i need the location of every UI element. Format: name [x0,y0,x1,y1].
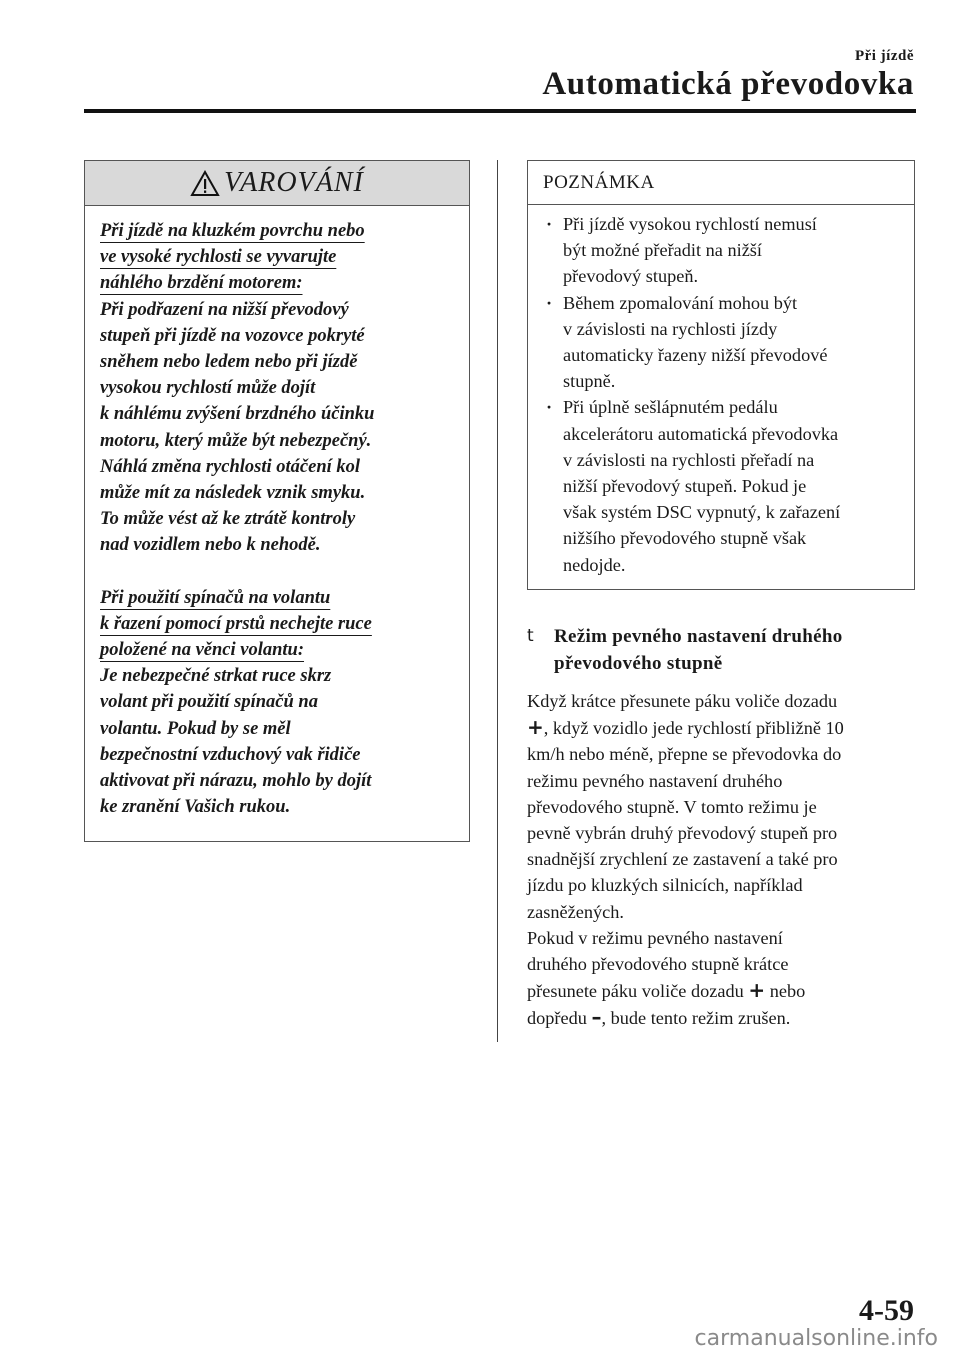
warning-heading-2 [100,585,453,664]
text-line: bezpečnostní vzduchový vak řidiče [100,744,361,765]
text-line: Při úplně sešlápnutém pedálu [563,397,778,418]
warning-header [85,161,469,206]
warning-body [85,206,469,820]
text-line: převodový stupeň. [563,266,699,287]
text-line: ve vysoké rychlosti se vyvarujte [100,247,337,268]
text-line: nad vozidlem nebo k nehodě. [100,535,321,556]
text-line: volant při použití spínačů na [100,692,318,713]
text-line: režimu pevného nastavení druhého [527,770,783,791]
text-line: Při jízdě vysokou rychlostí nemusí [563,214,817,234]
text-line: druhého převodového stupně krátce [527,954,789,975]
warning-text-1 [100,297,453,559]
text-line: Během zpomalování mohou být [563,292,798,313]
text-line: může mít za následek vznik smyku. [100,483,366,504]
text-line: Při podřazení na nižší převodový [100,299,349,320]
text-line: nedojde. [563,554,626,575]
watermark: carmanualsonline.info [694,1326,938,1351]
running-header-section: Při jízdě [854,48,914,64]
text-line: jízdu po kluzkých silnicích, například [527,875,803,896]
text-line: převodového stupně [554,653,723,674]
note-item [544,290,904,395]
text-line: zasněžených. [527,901,624,922]
text-line: pevně vybrán druhý převodový stupeň pro [527,823,838,844]
note-header: POZNÁMKA [528,161,914,205]
text-line: km/h nebo méně, přepne se převodovka do [527,744,842,765]
text-line: To může vést až ke ztrátě kontroly [100,509,356,530]
text-line: převodového stupně. V tomto režimu je [527,796,817,817]
text-line: dopředu [527,1008,587,1029]
text-line: však systém DSC vypnutý, k zařazení [563,502,841,523]
header-rule [84,109,916,113]
page-number: 4-59 [859,1294,914,1327]
column-divider [497,160,498,1042]
text-line: Při použití spínačů na volantu [100,587,331,608]
text-line: v závislosti na rychlosti přeřadí na [563,449,815,470]
text-line: Pokud v režimu pevného nastavení [527,927,783,948]
text-line: nižšího převodového stupně však [563,528,807,549]
text-line: náhlého brzdění motorem: [100,273,303,294]
warning-box [84,160,470,842]
running-header-title: Automatická převodovka [542,66,914,102]
plus-symbol: + [748,978,766,1003]
text-line: automaticky řazeny nižší převodové [563,345,828,366]
text-line: volantu. Pokud by se měl [100,718,291,739]
text-line: stupně. [563,371,616,392]
note-item [544,394,904,577]
text-line: aktivovat při nárazu, mohlo by dojít [100,771,372,792]
text-line: Režim pevného nastavení druhého [554,626,843,647]
text-line: , bude tento režim zrušen. [601,1008,791,1029]
text-line: nebo [769,981,806,1002]
paragraph-1 [527,688,927,925]
text-line: sněhem nebo ledem nebo při jízdě [100,352,358,373]
text-line: k náhlému zvýšení brzdného účinku [100,404,375,425]
text-line: v závislosti na rychlosti jízdy [563,318,778,339]
note-box [527,160,915,590]
warning-heading-1 [100,218,453,297]
text-line: položené na věnci volantu: [100,640,305,661]
text-line: , když vozidlo jede rychlostí přibližně 10 [543,718,844,739]
text-line: nižší převodový stupeň. Pokud je [563,476,807,497]
text-line: k řazení pomocí prstů nechejte ruce [100,613,372,634]
text-line: Když krátce přesunete páku voliče dozadu [527,691,838,711]
text-line: být možné přeřadit na nižší [563,240,762,261]
note-item [544,211,904,290]
text-line: Je nebezpečné strkat ruce skrz [100,666,332,687]
text-line: ke zranění Vašich rukou. [100,797,291,818]
warning-triangle-icon [190,170,220,197]
text-line: stupeň při jízdě na vozovce pokryté [100,325,365,346]
spacer [100,559,453,585]
warning-label: VAROVÁNÍ [224,167,364,198]
text-line: přesunete páku voliče dozadu [527,981,744,1002]
text-line: vysokou rychlostí může dojít [100,378,316,399]
section-heading [527,623,927,677]
section-body [527,688,927,1032]
note-list [528,205,914,578]
warning-text-2 [100,663,453,820]
plus-symbol: + [527,715,544,740]
text-line: Při jízdě na kluzkém povrchu nebo [100,221,365,241]
text-line: motoru, který může být nebezpečný. [100,430,372,451]
section-marker: t [527,626,534,646]
section-heading-text [527,623,927,677]
minus-symbol: – [591,1005,602,1030]
text-line: snadnější zrychlení ze zastavení a také pro [527,849,838,870]
text-line: akcelerátoru automatická převodovka [563,423,839,444]
paragraph-2 [527,925,927,1032]
text-line: Náhlá změna rychlosti otáčení kol [100,456,361,477]
